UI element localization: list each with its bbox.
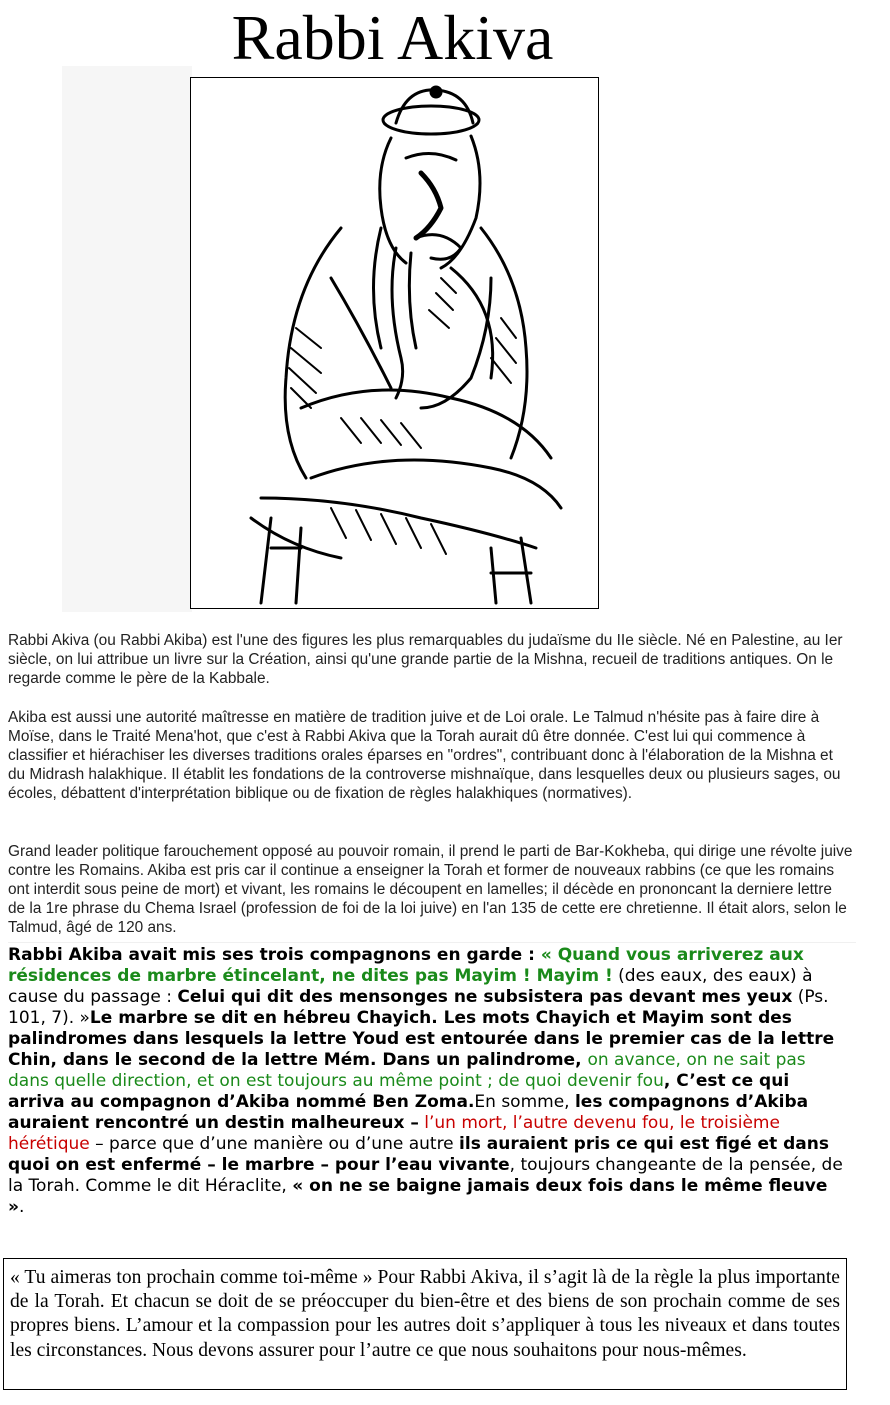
rabbi-portrait-engraving — [191, 78, 598, 608]
akiba-text: En somme, — [474, 1092, 575, 1112]
portrait-image — [190, 77, 599, 609]
akiba-text: Rabbi Akiba avait mis ses trois compagnons en garde : — [8, 945, 541, 965]
paragraph-authority: Akiba est aussi une autorité maîtresse en matière de tradition juive et de Loi orale. Le Talmud n'hésite pas à faire dire à Moïse, dans le Traité Mena'hot, que c'est à Rabbi Akiva que la Torah aurait dû être donnée. C'est lui qui commence à classifier et hiérachiser les diverses traditions orales éparses en "ordres", contribuant donc à l'élaboration de la Mishna et du Midrash halakhique. Il établit les fondations de la controverse mishnaïque, dans lesquelles deux ou plusieurs sages, ou écoles, débattent d'interprétation biblique ou de fixation de règles halakhiques (normatives). — [8, 709, 841, 802]
akiba-text: (des eaux, des eaux) à cause du passage : — [8, 966, 813, 1007]
page-title: Rabbi Akiva — [231, 2, 554, 73]
akiba-text: . — [18, 1197, 25, 1217]
akiba-text: l’un mort, l’autre devenu fou, le troisième hérétique — [8, 1113, 780, 1154]
paragraph-intro: Rabbi Akiva (ou Rabbi Akiba) est l'une des figures les plus remarquables du judaïsme du IIe siècle. Né en Palestine, au Ier siècle, on lui attribue un livre sur la Création, ainsi qu'une grande partie de la Mishna, recueil de traditions antiques. On le regarde comme le père de la Kabbale. — [8, 632, 843, 687]
image-shadow — [62, 66, 192, 612]
akiba-text: « on ne se baigne jamais deux fois dans le même fleuve » — [8, 1176, 828, 1217]
akiba-text: C’est ce qui arriva au compagnon d’Akiba nommé Ben Zoma. — [8, 1071, 790, 1112]
akiba-text: Celui qui dit des mensonges ne subsistera pas devant mes yeux — [177, 987, 793, 1007]
paragraph-politics: Grand leader politique farouchement opposé au pouvoir romain, il prend le parti de Bar-Kokheba, qui dirige une révolte juive contre les Romains. Akiba est pris car il continue a enseigner la Torah et former de nouveaux rabbins (ce que les romains ont interdit sous peine de mort) et vivant, les romains le découpent en lamelles; il décède en prononcant la derniere lettre de la 1re phrase du Chema Israel (profession de foi de la loi juive) en l'an 135 de cette ere chretienne. Il était alors, selon le Talmud, âgé de 120 ans. — [8, 843, 853, 936]
akiba-text: ils auraient pris ce qui est figé et dans quoi on est enfermé – le marbre – pour l’eau vivante — [8, 1134, 829, 1175]
akiba-text: on avance, on ne sait pas dans quelle direction, et on est toujours au même point ; de quoi devenir fou — [8, 1050, 806, 1091]
akiba-text: « Quand vous arriverez aux résidences de marbre étincelant, ne dites pas Mayim ! Mayim ! — [8, 945, 804, 986]
akiba-warning-paragraph — [8, 945, 843, 1218]
akiba-text: les compagnons d’Akiba auraient rencontré un destin malheureux – — [8, 1092, 809, 1133]
divider — [8, 942, 856, 943]
akiba-text: – parce que d’une manière ou d’une autre — [89, 1134, 460, 1154]
akiba-text: , toujours changeante de la pensée, de la Torah. Comme le dit Héraclite, — [8, 1155, 843, 1196]
quote-box — [3, 1258, 847, 1390]
akiba-text: Le marbre se dit en hébreu Chayich. Les mots Chayich et Mayim sont des palindromes dans lesquels la lettre Youd est entourée dans le premier cas de la lettre Chin, dans le second de la lettre Mém. Dans un palindrome, — [8, 1008, 835, 1070]
akiba-text: (Ps. 101, 7). » — [8, 987, 829, 1028]
akiba-text: , — [663, 1071, 677, 1091]
quote-text: « Tu aimeras ton prochain comme toi-même » Pour Rabbi Akiva, il s’agit là de la règle la plus importante de la Torah. Et chacun se doit de se préoccuper du bien-être et des biens de son prochain comme de ses propres biens. L’amour et la compassion pour les autres doit s’appliquer à tous les niveaux et dans toutes les circonstances. Nous devons assurer pour l’autre ce que nous souhaitons pour nous-mêmes. — [10, 1267, 840, 1361]
